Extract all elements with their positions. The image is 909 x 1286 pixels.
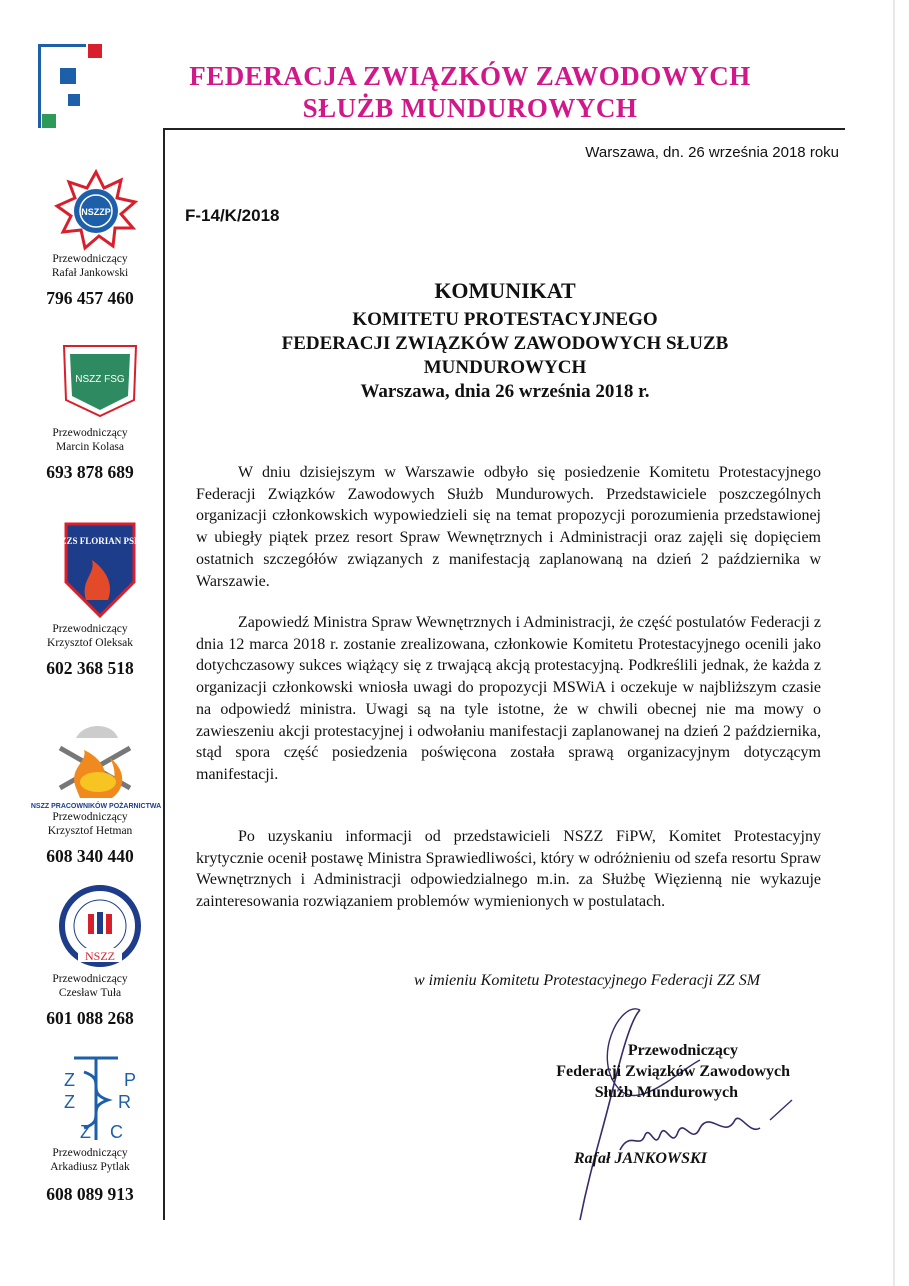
heading-line: MUNDUROWYCH — [423, 357, 587, 378]
svg-text:Z: Z — [80, 1122, 91, 1142]
heading-title: KOMUNIKAT — [434, 278, 576, 303]
sidebar-phone: 608 089 913 — [46, 1184, 134, 1204]
sidebar-divider — [163, 128, 165, 1220]
signatory-name: Rafał JANKOWSKI — [574, 1150, 707, 1167]
sidebar-entry — [20, 972, 160, 1029]
reference-number: F-14/K/2018 — [185, 206, 280, 225]
svg-text:Z: Z — [64, 1070, 75, 1090]
heading-date: Warszawa, dnia 26 września 2018 r. — [360, 381, 650, 402]
sidebar-entry — [20, 622, 160, 679]
zzs-florian-badge-icon — [62, 520, 138, 620]
zzprc-zsc-badge-icon — [44, 1052, 148, 1144]
heading-line: KOMITETU PROTESTACYJNEGO — [352, 309, 658, 330]
sidebar-entry — [20, 426, 160, 483]
signature-title — [520, 1040, 790, 1103]
sidebar-name: Krzysztof Oleksak — [47, 637, 133, 649]
sidebar-phone: 608 340 440 — [46, 846, 134, 866]
sidebar-role: Przewodniczący — [52, 427, 128, 439]
sidebar-entry — [20, 1146, 160, 1205]
nszz-fipw-badge-icon — [52, 886, 148, 972]
svg-text:C: C — [110, 1122, 123, 1142]
handwritten-signature — [560, 1000, 800, 1230]
page-edge — [893, 0, 895, 1286]
organization-title-line1: FEDERACJA ZWIĄZKÓW ZAWODOWYCH — [189, 61, 751, 91]
sidebar-role: Przewodniczący — [52, 1147, 128, 1159]
sidebar-name: Arkadiusz Pytlak — [50, 1161, 130, 1173]
sidebar-name: Rafał Jankowski — [51, 267, 129, 279]
document-date: Warszawa, dn. 26 września 2018 roku — [585, 144, 839, 161]
heading-line: FEDERACJI ZWIĄZKÓW ZAWODOWYCH SŁUZB — [281, 333, 729, 354]
badge-text: NSZZ PRACOWNIKÓW POŻARNICTWA — [30, 803, 162, 810]
sidebar-entry — [20, 810, 160, 867]
sidebar-name: Krzysztof Hetman — [47, 825, 133, 837]
svg-text:Z: Z — [64, 1092, 75, 1112]
sidebar-role: Przewodniczący — [52, 973, 128, 985]
sidebar-name: Czesław Tuła — [58, 987, 122, 999]
body-paragraph: W dniu dzisiejszym w Warszawie odbyło się posiedzenie Komitetu Protestacyjnego Federacji Związków Zawodowych Służb Mundurowych. Przedstawiciele poszczególnych organizacji członkowskich wypowiedzieli się na temat propozycji porozumienia przedstawionej w ubiegły piątek przez resort Spraw Wewnętrznych i Administracji oraz zajęli się dopięciem ostatnich szczegółów związanych z manifestacją zaplanowaną na dzień 2 października w Warszawie. — [196, 464, 821, 590]
sidebar-phone: 602 368 518 — [46, 658, 134, 678]
header-divider — [163, 128, 845, 130]
nszz-fsg-badge-icon — [60, 340, 140, 420]
signature-title-line: Federacji Związków Zawodowych — [556, 1063, 790, 1080]
svg-text:R: R — [118, 1092, 131, 1112]
sidebar-role: Przewodniczący — [52, 623, 128, 635]
badge-text: NSZZ — [85, 949, 115, 963]
badge-text: NSZZP — [81, 207, 111, 217]
organization-title-line2: SŁUŻB MUNDUROWYCH — [302, 93, 638, 123]
sidebar-name: Marcin Kolasa — [55, 441, 125, 453]
badge-text: NSZZ FSG — [75, 374, 125, 385]
sidebar-phone: 693 878 689 — [46, 462, 134, 482]
sidebar-phone: 601 088 268 — [46, 1008, 134, 1028]
sidebar-role: Przewodniczący — [52, 253, 128, 265]
badge-text: ZZS FLORIAN PSP — [60, 536, 140, 546]
body-paragraph: Po uzyskaniu informacji od przedstawicieli NSZZ FiPW, Komitet Protestacyjny krytycznie ocenił postawę Ministra Sprawiedliwości, który w odróżnieniu od szefa resortu Spraw Wewnętrznych i Administracji odpowiedzialnego m.in. za Służbę Więzienną nie wykazuje zainteresowania rozwiązaniem problemów wymienionych w postulatach. — [196, 828, 821, 911]
sidebar-phone: 796 457 460 — [46, 288, 134, 308]
organization-title — [110, 60, 830, 124]
svg-text:P: P — [124, 1070, 137, 1090]
pracownikow-pozarnictwa-badge-icon — [30, 718, 162, 810]
heading-subtitle — [200, 308, 810, 404]
federation-logo-icon — [36, 42, 106, 132]
sidebar-entry — [20, 252, 160, 309]
signature-title-line: Przewodniczący — [627, 1042, 738, 1059]
sidebar-role: Przewodniczący — [52, 811, 128, 823]
body-paragraph: Zapowiedź Ministra Spraw Wewnętrznych i Administracji, że część postulatów Federacji z dnia 12 marca 2018 r. zostanie zrealizowana, członkowie Komitetu Protestacyjnego ocenili jako dotychczasowy sukces wiążący się z trwającą akcją protestacyjną. Podkreślili jednak, że każda z organizacji członkowski wniosła uwagi do propozycji MSWiA i oczekuje w najbliższym czasie na odpowiedź ministra. Uwagi są na tyle istotne, że w chwili obecnej nie ma mowy o zawieszeniu akcji protestacyjnej i odwołaniu manifestacji zaplanowanej na dzień 2 października, stąd spora część posiedzenia poświęcona została sprawą organizacyjnym dotyczącym manifestacji. — [196, 614, 821, 783]
nszzp-badge-icon — [55, 170, 137, 252]
closing-line: w imieniu Komitetu Protestacyjnego Federacji ZZ SM — [414, 972, 761, 989]
signature-title-line: Służb Mundurowych — [594, 1084, 738, 1101]
